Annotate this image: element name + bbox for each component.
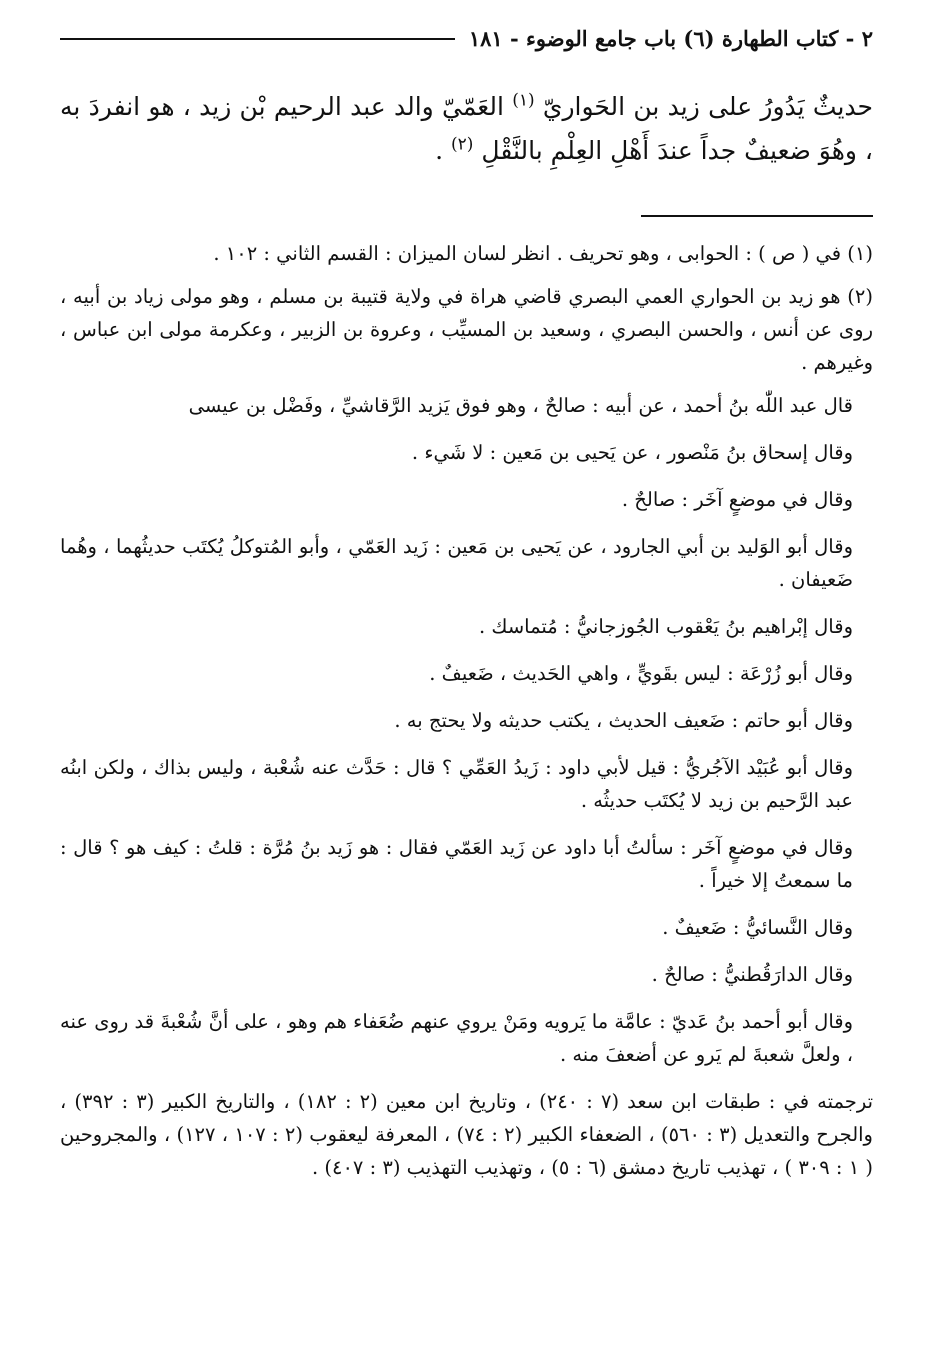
footnote-paragraph: (٢) هو زيد بن الحواري العمي البصري قاضي هراة في ولاية قتيبة بن مسلم ، وهو مولى زياد بن أبيه ، روى عن أنس ، والحسن البصري ، وسعيد بن المسيِّب ، وعروة بن الزبير ، وعكرمة مولى ابن عباس ، وغيرهم . <box>60 285 873 374</box>
narrator-quote: وقال الدارَقُطنيُّ : صالحٌ . <box>651 963 853 986</box>
footnote-ref-2: (٢) <box>451 134 474 155</box>
footnote-paragraph: (١) في ( ص ) : الحوابى ، وهو تحريف . انظر لسان الميزان : القسم الثاني : ١٠٢ . <box>213 242 873 265</box>
main-text-part-2: العَمّيّ والد عبد الرحيم بْن زيد ، هو انفردَ به ، وهُوَ ضعيفٌ جداً عندَ أَهْلِ العِلْمِ بالنَّقْلِ <box>60 92 873 165</box>
running-header <box>60 28 873 49</box>
narrator-quote: وقال أبو الوَليد بن أبي الجارود ، عن يَحيى بن مَعين : زَيد العَمّي ، وأبو المُتوكلُ يُكتَب حديثُهما ، وهُما ضَعيفان . <box>60 535 853 591</box>
running-header-title: ٢ - كتاب الطهارة (٦) باب جامع الوضوء - ١٨١ <box>468 26 873 51</box>
header-rule <box>60 38 455 40</box>
narrator-quote: وقال أبو أحمد بنُ عَديّ : عامَّة ما يَرويه ومَنْ يروي عنهم ضُعَفاء هم وهو ، على أنَّ شُعْبةَ قد روى عنه ، ولعلَّ شعبةَ لم يَرو عن أضعفَ منه . <box>60 1010 853 1066</box>
narrator-quote: وقال في موضعٍ آخَر : سألتُ أبا داود عن زَيد العَمّي فقال : هو زَيد بنُ مُرَّة : قلتُ : كيف هو ؟ قال : ما سمعتُ إلا خيراً . <box>60 836 853 892</box>
footnotes-section <box>60 237 873 1184</box>
narrator-quote: وقال النَّسائيُّ : ضَعيفٌ . <box>662 916 853 939</box>
footnote-ref-1: (١) <box>512 90 535 111</box>
footnote-divider <box>641 215 873 217</box>
narrator-quote: قال عبد اللّٰه بنُ أحمد ، عن أبيه : صالحٌ ، وهو فوق يَزيد الرَّقاشيِّ ، وفَضْل بن عيسى <box>188 394 853 417</box>
main-text-part-3: . <box>435 136 444 165</box>
narrator-quote: وقال إسحاق بنُ مَنْصور ، عن يَحيى بن مَعين : لا شَيء . <box>411 441 853 464</box>
narrator-quote: وقال أبو حاتم : ضَعيف الحديث ، يكتب حديثه ولا يحتج به . <box>394 709 853 732</box>
narrator-quote: وقال إبْراهيم بنُ يَعْقوب الجُوزجانيُّ : مُتماسك . <box>478 615 853 638</box>
footnote-paragraph: ترجمته في : طبقات ابن سعد (٧ : ٢٤٠) ، وتاريخ ابن معين (٢ : ١٨٢) ، والتاريخ الكبير (٣ : ٣٩٢) ، والجرح والتعديل (٣ : ٥٦٠) ، الضعفاء الكبير (٢ : ٧٤) ، المعرفة ليعقوب (٢ : ١٠٧ ، ١٢٧) ، والمجروحين ( ١ : ٣٠٩ ) ، تهذيب تاريخ دمشق (٦ : ٥) ، وتهذيب التهذيب (٣ : ٤٠٧) . <box>60 1090 874 1179</box>
main-paragraph <box>60 85 873 173</box>
main-text-part-1: حديثٌ يَدُورُ على زيد بن الحَواريّ <box>542 92 873 121</box>
narrator-quote: وقال في موضعٍ آخَر : صالحٌ . <box>621 488 853 511</box>
narrator-quote: وقال أبو عُبَيْد الآجُريُّ : قيل لأبي داود : زَيدُ العَمِّي ؟ قال : حَدَّث عنه شُعْبة ، وليس بذاك ، ولكن ابنُه عبد الرَّحيم بن زيد لا يُكتَب حديثُه . <box>60 756 853 812</box>
narrator-quote: وقال أبو زُرْعَة : ليس بقَويٍّ ، واهي الحَديث ، ضَعيفٌ . <box>429 662 853 685</box>
